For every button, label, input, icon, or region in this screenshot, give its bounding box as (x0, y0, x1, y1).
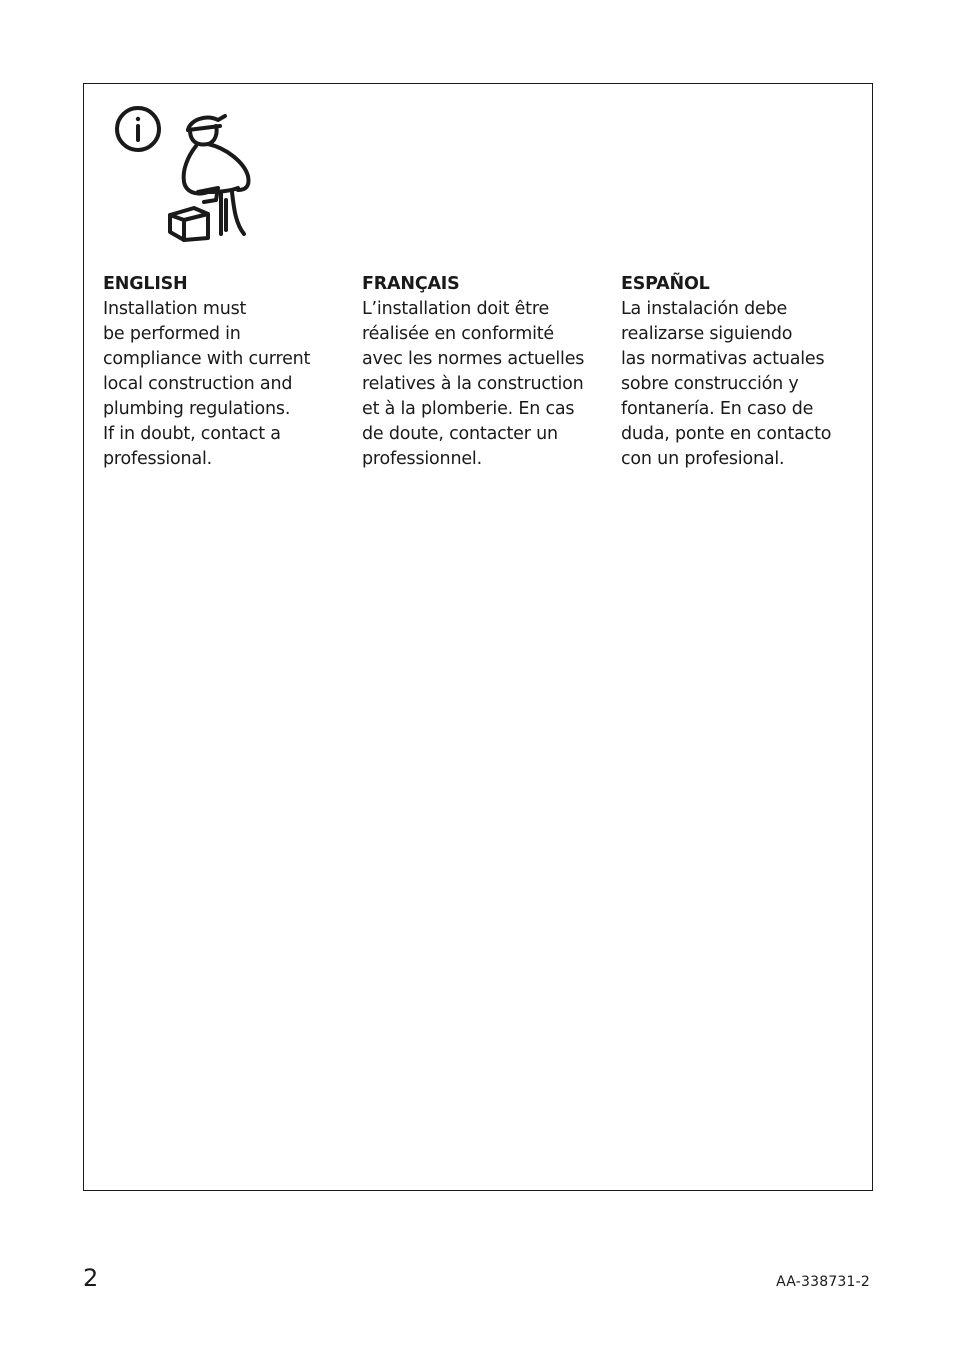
english-line: be performed in (103, 324, 241, 344)
page-number: 2 (83, 1264, 99, 1292)
content-frame (83, 83, 873, 1191)
french-line: de doute, contacter un (362, 424, 558, 444)
french-heading: FRANÇAIS (362, 274, 460, 294)
english-line: If in doubt, contact a (103, 424, 281, 444)
spanish-heading: ESPAÑOL (621, 274, 710, 294)
english-line: Installation must (103, 299, 247, 319)
english-heading: ENGLISH (103, 274, 188, 294)
spanish-line: sobre construcción y (621, 374, 799, 394)
french-line: réalisée en conformité (362, 324, 554, 344)
spanish-line: fontanería. En caso de (621, 399, 814, 419)
english-line: professional. (103, 449, 212, 469)
spanish-line: duda, ponte en contacto (621, 424, 832, 444)
spanish-line: con un profesional. (621, 449, 785, 469)
french-line: professionnel. (362, 449, 482, 469)
english-line: plumbing regulations. (103, 399, 291, 419)
installer-illustration (108, 100, 258, 245)
spanish-column (621, 272, 871, 472)
document-code: AA-338731-2 (776, 1274, 870, 1290)
spanish-line: realizarse siguiendo (621, 324, 793, 344)
installer-person-icon (170, 116, 249, 240)
french-line: et à la plomberie. En cas (362, 399, 575, 419)
english-column (103, 272, 353, 472)
french-column (362, 272, 612, 472)
spanish-line: La instalación debe (621, 299, 788, 319)
english-line: compliance with current (103, 349, 311, 369)
spanish-line: las normativas actuales (621, 349, 825, 369)
french-line: relatives à la construction (362, 374, 584, 394)
french-line: avec les normes actuelles (362, 349, 585, 369)
french-line: L’installation doit être (362, 299, 550, 319)
info-circle-icon (117, 108, 159, 150)
english-line: local construction and (103, 374, 293, 394)
